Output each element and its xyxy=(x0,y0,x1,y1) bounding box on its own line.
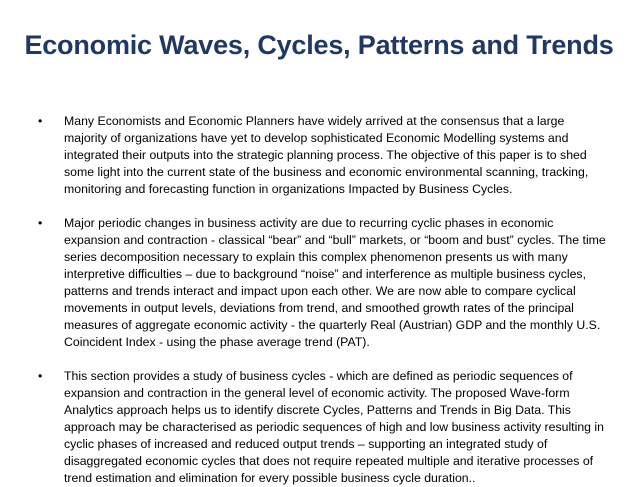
bullet-text: Many Economists and Economic Planners have widely arrived at the consensus that a large majority of organizations have yet to develop sophisticated Economic Modelling systems and integrated their outputs into the strategic planning process. The objective of this paper is to shed some light into the current state of the business and economic environmental scanning, tracking, monitoring and forecasting function in organizations Impacted by Business Cycles. xyxy=(64,114,589,196)
bullet-marker: • xyxy=(38,369,43,383)
bullet-marker: • xyxy=(38,114,43,128)
slide-title: Economic Waves, Cycles, Patterns and Trends xyxy=(24,30,614,60)
bullet-item xyxy=(38,215,610,351)
bullet-text: This section provides a study of business cycles - which are defined as periodic sequences of expansion and contraction in the general level of economic activity. The proposed Wave-form Analytics approach helps us to identify discrete Cycles, Patterns and Trends in Big Data. This approach may be characterised as periodic sequences of high and low business activity resulting in cyclic phases of increased and reduced output trends – supporting an integrated study of disaggregated economic cycles that does not require repeated multiple and iterative processes of trend estimation and elimination for every possible business cycle duration.. xyxy=(64,369,605,485)
bullet-marker: • xyxy=(38,216,43,230)
bullet-text: Major periodic changes in business activity are due to recurring cyclic phases in economic expansion and contraction - classical “bear” and “bull” markets, or “boom and bust” cycles. The time series decomposition necessary to explain this complex phenomenon presents us with many interpretive difficulties – due to background “noise” and interference as multiple business cycles, patterns and trends interact and impact upon each other. We are now able to compare cyclical movements in output levels, deviations from trend, and smoothed growth rates of the principal measures of aggregate economic activity - the quarterly Real (Austrian) GDP and the monthly U.S. Coincident Index - using the phase average trend (PAT). xyxy=(64,216,606,349)
bullet-item xyxy=(38,368,610,487)
bullet-item xyxy=(38,113,610,198)
bullet-list xyxy=(38,113,610,487)
